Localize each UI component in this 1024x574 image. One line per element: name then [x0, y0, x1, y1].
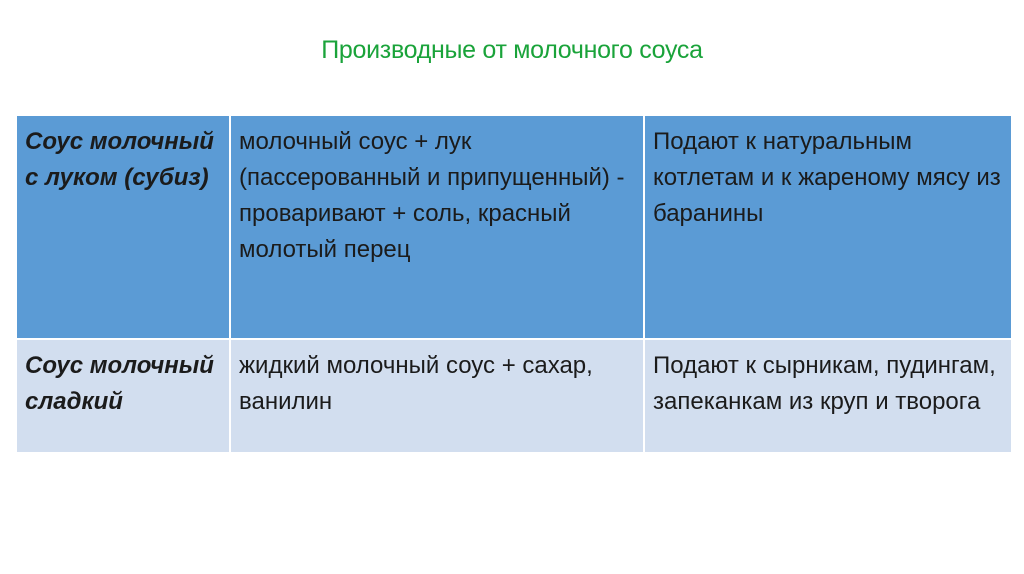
sauce-name-cell: Соус молочный с луком (субиз) — [16, 115, 230, 339]
serving-cell: Подают к натуральным котлетам и к жареному мясу из баранины — [644, 115, 1012, 339]
serving-cell: Подают к сырникам, пудингам, запеканкам из круп и творога — [644, 339, 1012, 453]
table-row — [16, 115, 1012, 339]
recipe-cell: молочный соус + лук (пассерованный и припущенный) - проваривают + соль, красный молотый перец — [230, 115, 644, 339]
sauce-name-cell: Соус молочный сладкий — [16, 339, 230, 453]
table-row — [16, 339, 1012, 453]
sauce-derivatives-table — [15, 114, 1013, 454]
slide-title: Производные от молочного соуса — [321, 36, 703, 64]
recipe-cell: жидкий молочный соус + сахар, ванилин — [230, 339, 644, 453]
